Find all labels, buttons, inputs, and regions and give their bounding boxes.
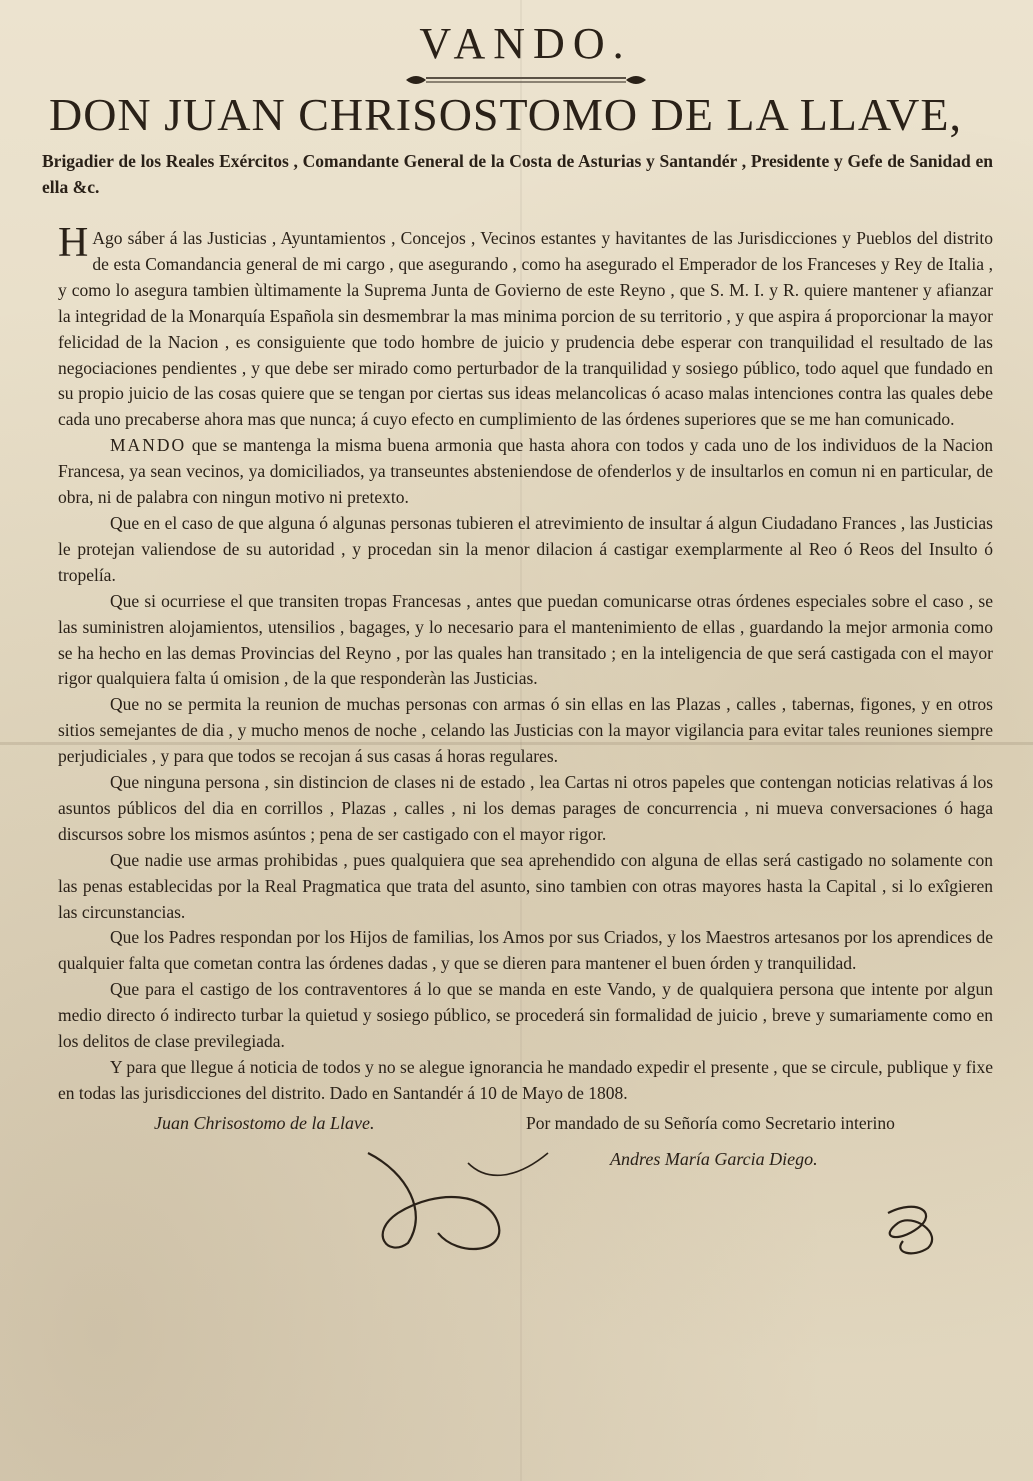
mando-word: MANDO	[110, 435, 187, 456]
rubric-flourish-right	[858, 1193, 968, 1263]
signature-secretary: Andres María Garcia Diego.	[610, 1148, 818, 1169]
paragraph-article: Que en el caso de que alguna ó algunas personas tubieren el atrevimiento de insultar á algun Ciudadano Frances , las Justicias le protejan valiendose de su autoridad , y procedan sin la menor dilacion á castigar exemplarmente al Reo ó Reos del Insulto ó tropelía.	[58, 512, 993, 585]
rubric-flourish-left	[348, 1133, 568, 1263]
paper-fold	[0, 742, 1033, 745]
paragraph-closing: Y para que llegue á noticia de todos y no se alegue ignorancia he mandado expedir el presente , que se circule, publique y fixe en todas las jurisdicciones del distrito. Dado en Santandér á 10 de Mayo de 1808.	[58, 1057, 993, 1103]
paragraph-mando	[58, 433, 993, 511]
issuer-name: DON JUAN CHRISOSTOMO DE LA LLAVE,	[48, 89, 963, 140]
issuer-titles: Brigadier de los Reales Exércitos , Comandante General de la Costa de Asturias y Santandér , Presidente y Gefe de Sanidad en ella &c.	[42, 151, 993, 197]
paragraph-article: Que no se permita la reunion de muchas personas con armas ó sin ellas en las Plazas , calles , tabernas, figones, y en otros sitios semejantes de dia , y mucho menos de noche , celando las Justicias con la mayor vigilancia para evitar tales reuniones siempre perjudiciales , y para que todos se recojan á sus casas á horas regulares.	[58, 694, 993, 767]
paragraph-intro-text: Ago sáber á las Justicias , Ayuntamientos , Concejos , Vecinos estantes y havitantes de las Jurisdicciones y Pueblos del distrito de esta Comandancia general de mi cargo , que asegurando , como ha asegurado el Emperador de los Franceses y Rey de Italia , y como lo asegura tambien ùltimamente la Suprema Junta de Govierno de este Reyno , que S. M. I. y R. quiere mantener y afianzar la integridad de la Monarquía Española sin desmembrar la mas minima porcion de su territorio , y que aspira á proporcionar la mayor felicidad de la Nacion , es consiguiente que todo hombre de juicio y prudencia debe esperar con tranquilidad el resultado de las negociaciones pendientes , y que debe ser mirado como perturbador de la tranquilidad y sosiego público, todo aquel que fundado en su propio juicio de las cosas quiere que se tengan por ciertas sus ideas melancolicas ó acaso malas intenciones contra las quales debe cada uno precaberse ahora mas que nunca; á cuyo efecto en cumplimiento de las órdenes superiores que se me han comunicado.	[58, 228, 993, 430]
document-body	[58, 220, 993, 1107]
paragraph-article: Que ninguna persona , sin distincion de clases ni de estado , lea Cartas ni otros papeles que contengan noticias relativas á los asuntos públicos del dia en corrillos , Plazas , calles , ni los demas parages de concurrencia , ni mueva conversaciones ó haga discursos sobre los mismos asúntos ; pena de ser castigado con el mayor rigor.	[58, 772, 993, 844]
paragraph-mando-text: que se mantenga la misma buena armonia que hasta ahora con todos y cada uno de los individuos de la Nacion Francesa, ya sean vecinos, ya domiciliados, ya transeuntes absteniendose de ofenderlos y de insultarlos en comun ni en particular, de obra, ni de palabra con ningun motivo ni pretexto.	[58, 435, 993, 508]
drop-cap: H	[58, 220, 89, 266]
paragraph-intro	[58, 220, 993, 433]
document-title: VANDO.	[419, 19, 632, 68]
signature-block	[58, 1113, 993, 1283]
signature-commander: Juan Chrisostomo de la Llave.	[154, 1112, 375, 1133]
paragraph-article: Que si ocurriese el que transiten tropas Francesas , antes que puedan comunicarse otras órdenes especiales sobre el caso , se las suministren alojamientos, utensilios , bagages, y lo necesario para el mantenimiento de ellas , guardando la mejor armonia como se ha hecho en las demas Provincias del Reyno , por las quales han transitado ; en la inteligencia de que será castigada con el mayor rigor qualquiera falta ú omision , de la que responderàn las Justicias.	[58, 590, 993, 689]
secretary-line: Por mandado de su Señoría como Secretario interino	[526, 1112, 895, 1133]
ornament-rule	[58, 72, 993, 88]
paragraph-article: Que nadie use armas prohibidas , pues qualquiera que sea aprehendido con alguna de ellas será castigado no solamente con las penas establecidas por la Real Pragmatica que trata del asunto, sino tambien con otras mayores hasta la Capital , si lo exîgieren las circunstancias.	[58, 849, 993, 922]
paragraph-article: Que para el castigo de los contraventores á lo que se manda en este Vando, y de qualquiera persona que intente por algun medio directo ó indirecto turbar la quietud y sosiego público, se procederá sin formalidad de juicio , breve y sumariamente como en los delitos de clase previlegiada.	[58, 979, 993, 1052]
paragraph-article: Que los Padres respondan por los Hijos de familias, los Amos por sus Criados, y los Maestros artesanos por los aprendices de qualquier falta que cometan contra las órdenes dadas , y que se dieren para mantener el buen órden y tranquilidad.	[58, 927, 993, 974]
